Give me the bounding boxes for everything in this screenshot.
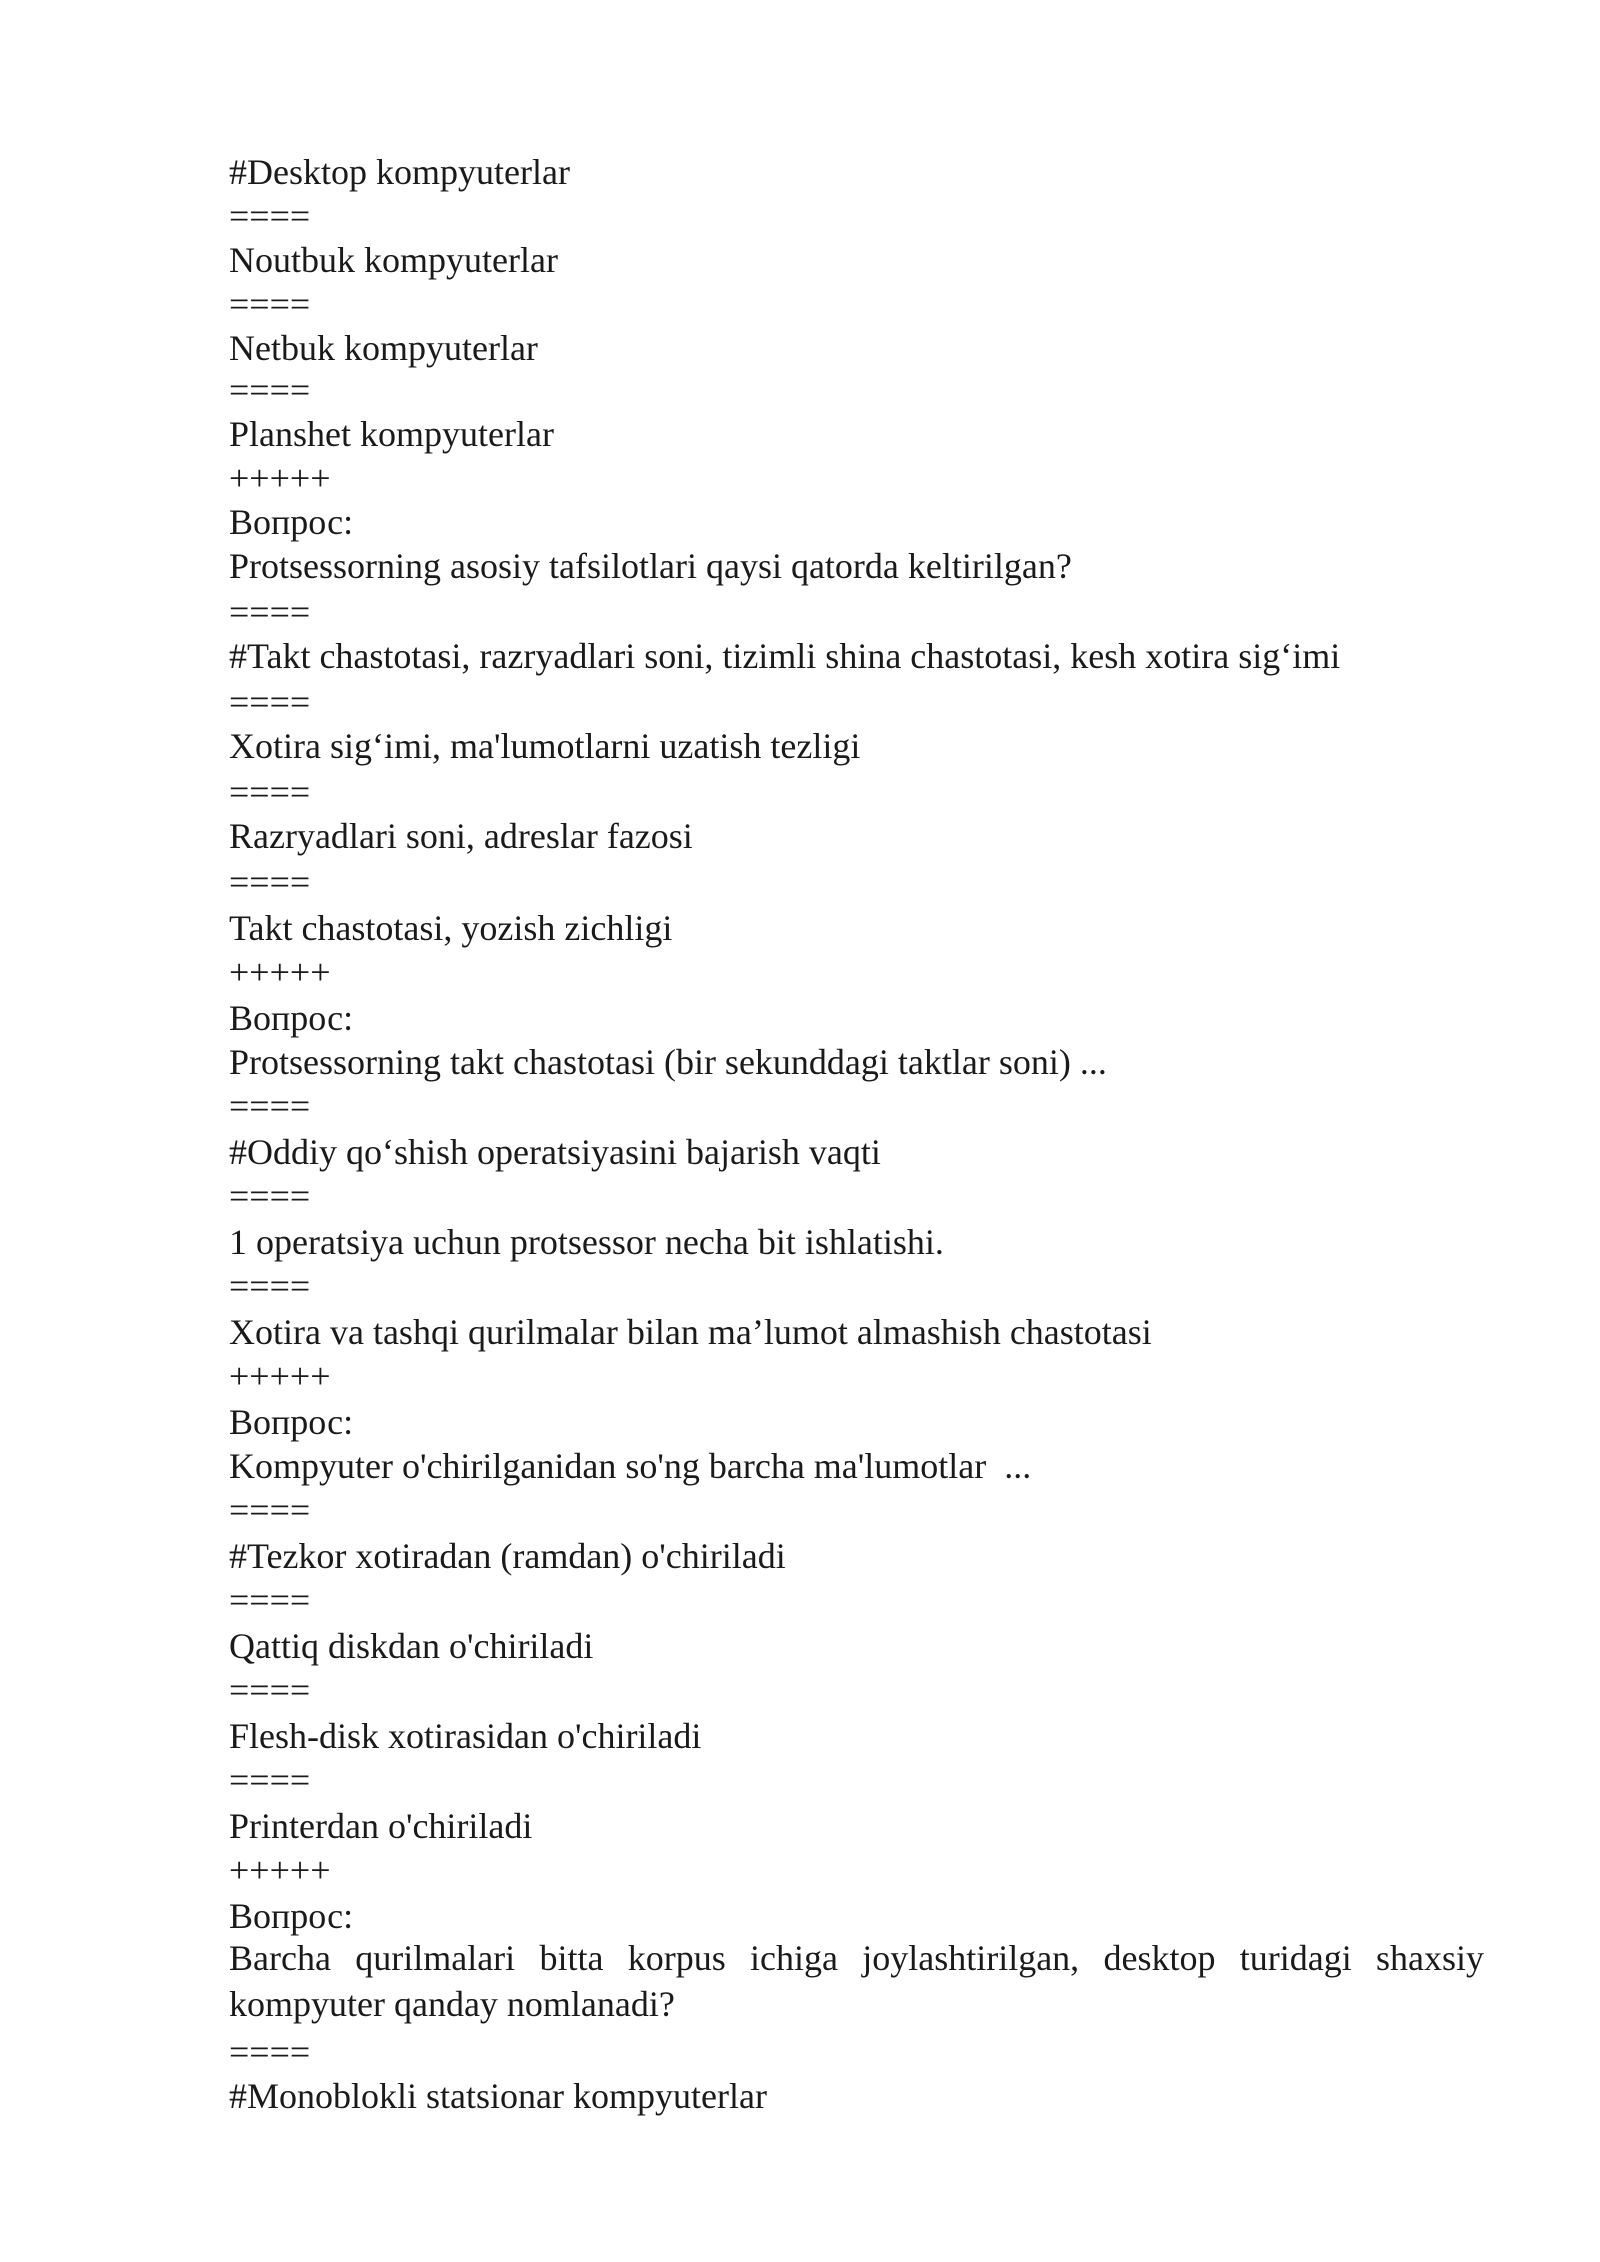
- text-line-0: #Desktop kompyuterlar: [229, 152, 570, 192]
- text-line-13: Xotira sig‘imi, ma'lumotlarni uzatish tezligi: [229, 726, 861, 766]
- text-line-35: Flesh-disk xotirasidan o'chiriladi: [229, 1716, 702, 1756]
- text-line-36: ====: [229, 1760, 311, 1800]
- paragraph-line-2: kompyuter qanday nomlanadi?: [229, 1984, 675, 2024]
- text-line-32: ====: [229, 1580, 311, 1620]
- text-line-8: Вопрос:: [229, 502, 354, 542]
- text-line-2: Noutbuk kompyuterlar: [229, 240, 558, 280]
- text-line-31: #Tezkor xotiradan (ramdan) o'chiriladi: [229, 1536, 786, 1576]
- text-line-11: #Takt chastotasi, razryadlari soni, tizimli shina chastotasi, kesh xotira sig‘imi: [229, 636, 1341, 676]
- paragraph-line-1: Barcha qurilmalari bitta korpus ichiga joylashtirilgan, desktop turidagi shaxsiy: [229, 1938, 1484, 1978]
- text-line-1: ====: [229, 196, 311, 236]
- text-line-17: Takt chastotasi, yozish zichligi: [229, 908, 673, 948]
- text-line-33: Qattiq diskdan o'chiriladi: [229, 1626, 594, 1666]
- tail-line-1: #Monoblokli statsionar kompyuterlar: [229, 2076, 767, 2116]
- text-line-34: ====: [229, 1670, 311, 1710]
- text-line-20: Protsessorning takt chastotasi (bir sekunddagi taktlar soni) ...: [229, 1042, 1107, 1082]
- text-line-25: ====: [229, 1266, 311, 1306]
- text-line-30: ====: [229, 1490, 311, 1530]
- text-line-29: Kompyuter o'chirilganidan so'ng barcha ma'lumotlar ...: [229, 1446, 1032, 1486]
- text-line-39: Вопрос:: [229, 1896, 354, 1936]
- text-line-14: ====: [229, 772, 311, 812]
- text-line-38: +++++: [229, 1850, 331, 1890]
- question-paragraph: [229, 1936, 1484, 2026]
- text-line-12: ====: [229, 682, 311, 722]
- tail-line-0: ====: [229, 2032, 311, 2072]
- text-line-10: ====: [229, 592, 311, 632]
- text-line-19: Вопрос:: [229, 998, 354, 1038]
- text-line-4: Netbuk kompyuterlar: [229, 328, 538, 368]
- text-line-23: ====: [229, 1176, 311, 1216]
- text-line-26: Xotira va tashqi qurilmalar bilan ma’lumot almashish chastotasi: [229, 1312, 1152, 1352]
- text-line-18: +++++: [229, 952, 331, 992]
- text-line-15: Razryadlari soni, adreslar fazosi: [229, 816, 693, 856]
- text-line-16: ====: [229, 862, 311, 902]
- text-line-21: ====: [229, 1086, 311, 1126]
- text-line-7: +++++: [229, 458, 331, 498]
- text-line-28: Вопрос:: [229, 1402, 354, 1442]
- text-line-3: ====: [229, 284, 311, 324]
- text-line-24: 1 operatsiya uchun protsessor necha bit ishlatishi.: [229, 1222, 944, 1262]
- text-line-22: #Oddiy qo‘shish operatsiyasini bajarish vaqti: [229, 1132, 881, 1172]
- text-line-5: ====: [229, 370, 311, 410]
- text-line-27: +++++: [229, 1356, 331, 1396]
- text-line-6: Planshet kompyuterlar: [229, 414, 554, 454]
- text-line-37: Printerdan o'chiriladi: [229, 1806, 533, 1846]
- text-line-9: Protsessorning asosiy tafsilotlari qaysi qatorda keltirilgan?: [229, 546, 1072, 586]
